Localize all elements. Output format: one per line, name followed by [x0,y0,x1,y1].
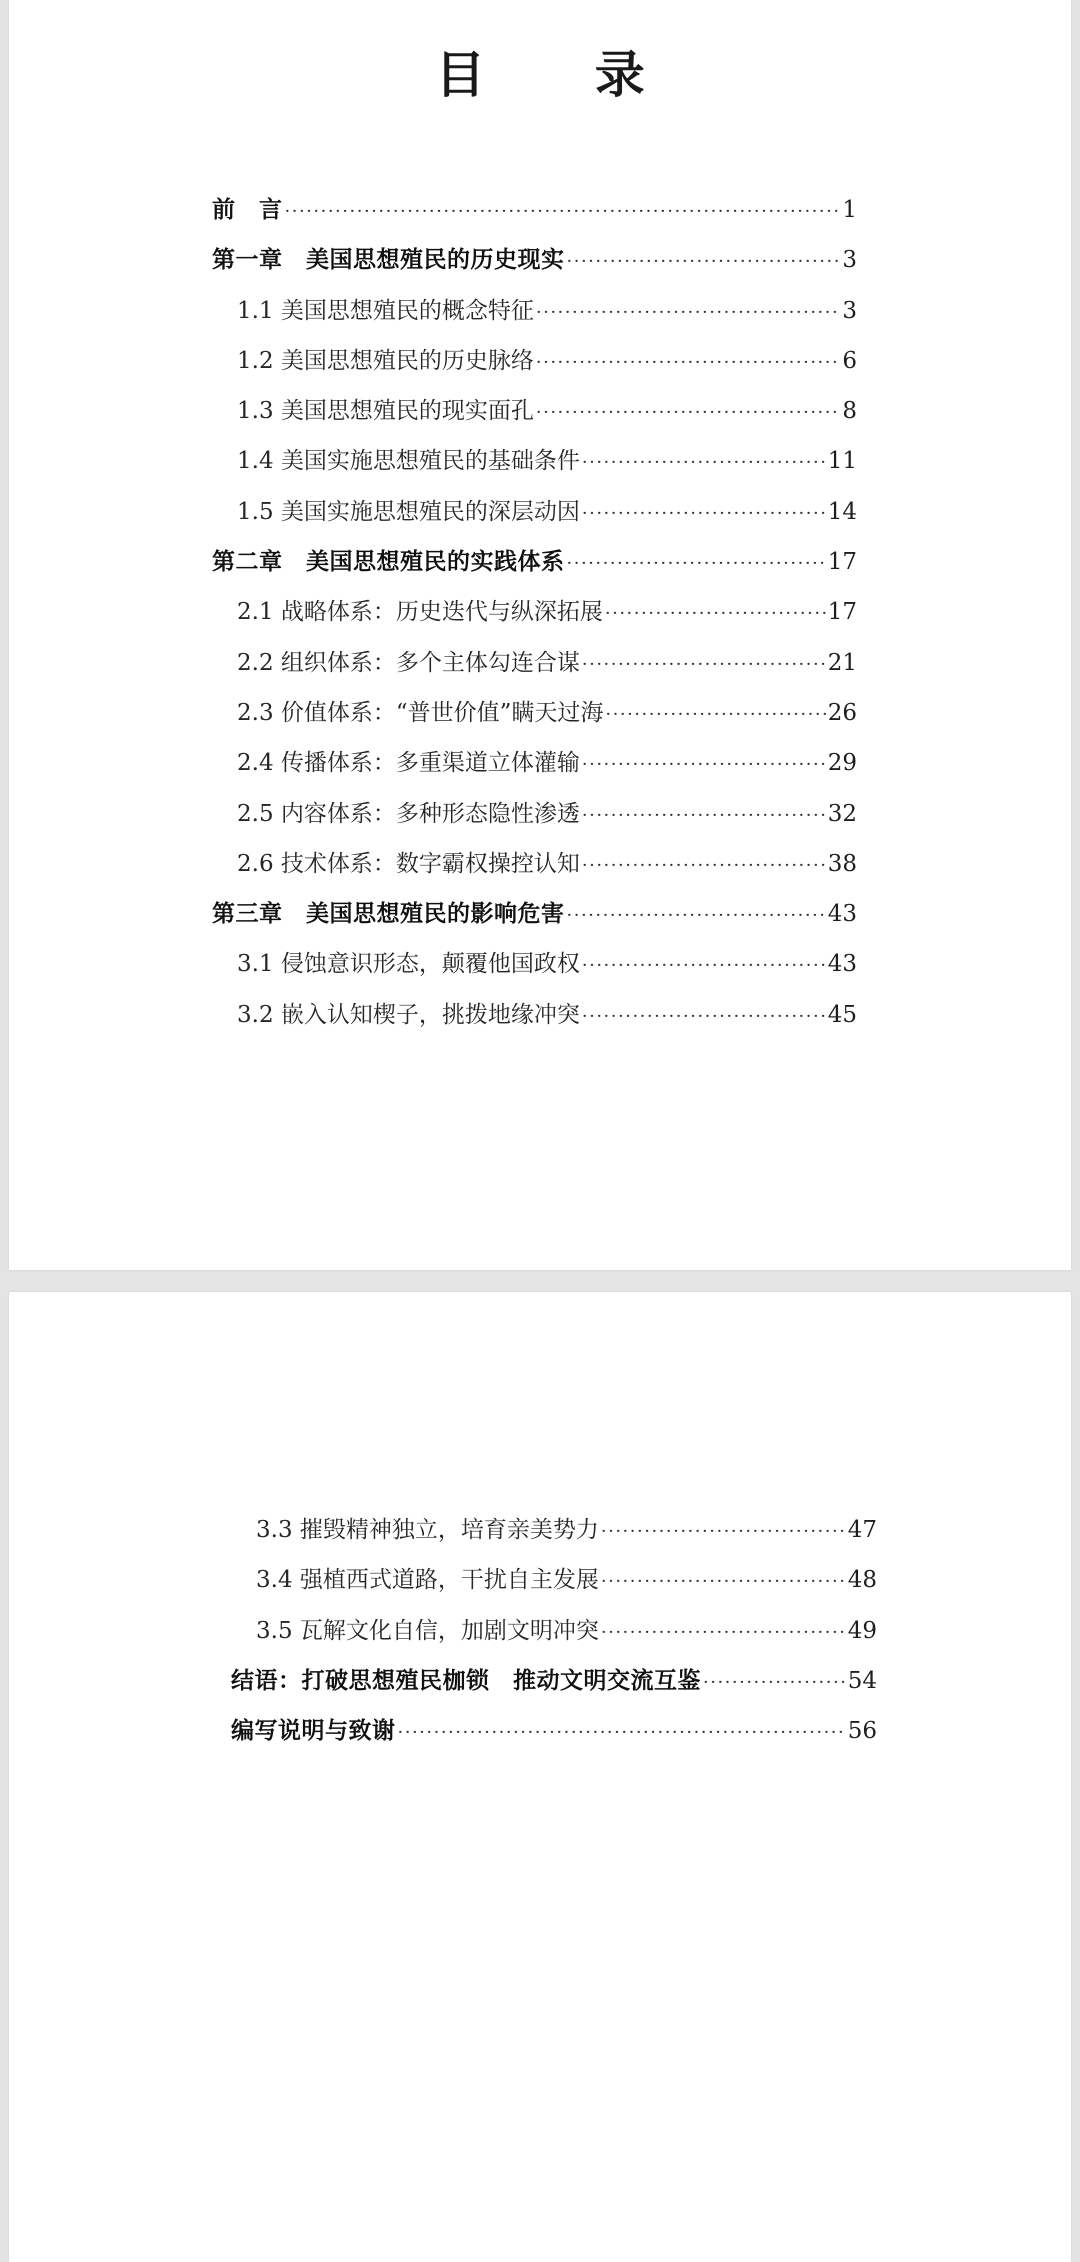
toc-entry[interactable] [212,386,857,436]
dot-leader [605,589,826,639]
toc-entry[interactable] [231,1555,877,1605]
toc-entry-label: 编写说明与致谢 [231,1717,396,1745]
toc-page-number: 56 [847,1718,877,1745]
toc-page-number: 48 [847,1567,877,1594]
dot-leader [536,338,840,388]
dot-leader [582,740,826,790]
toc-page-number: 47 [847,1517,877,1543]
toc-page-number: 17 [827,599,857,626]
toc-entry-label: 1.2 美国思想殖民的历史脉络 [237,347,534,374]
toc-entry-label: 结语：打破思想殖民枷锁 推动文明交流互鉴 [231,1666,701,1694]
toc-list [212,185,857,1040]
toc-page-number: 49 [847,1617,877,1644]
toc-entry[interactable] [212,487,857,537]
toc-entry-label: 2.2 组织体系：多个主体勾连合谋 [237,649,580,676]
toc-entry[interactable] [231,1505,877,1555]
toc-page-number: 1 [842,197,857,223]
toc-page-number: 43 [827,951,857,978]
toc-entry[interactable] [212,587,857,637]
toc-entry-label: 2.6 技术体系：数字霸权操控认知 [237,850,580,877]
toc-entry-label: 2.1 战略体系：历史迭代与纵深拓展 [237,599,603,626]
toc-entry-label: 2.4 传播体系：多重渠道立体灌输 [237,750,580,777]
toc-entry[interactable] [231,1656,877,1706]
toc-entry[interactable] [212,889,857,939]
toc-entry[interactable] [212,235,857,285]
dot-leader [536,288,840,338]
toc-entry[interactable] [212,789,857,839]
toc-page-number: 3 [842,247,857,274]
toc-entry[interactable] [231,1606,877,1656]
dot-leader [582,438,826,488]
toc-entry-label: 第三章 美国思想殖民的影响危害 [212,900,565,928]
toc-entry-label: 3.5 瓦解文化自信，加剧文明冲突 [256,1617,599,1644]
dot-leader [582,992,826,1042]
toc-entry[interactable] [212,688,857,738]
toc-entry-label: 前 言 [212,196,283,223]
toc-page-number: 11 [827,448,857,475]
toc-entry-label: 1.3 美国思想殖民的现实面孔 [237,398,534,425]
toc-page-number: 26 [827,699,857,726]
dot-leader [582,640,826,690]
toc-page-number: 8 [842,398,857,425]
document-page-1 [9,0,1071,1270]
toc-page-number: 6 [842,347,857,374]
toc-entry-label: 1.5 美国实施思想殖民的深层动因 [237,498,580,525]
toc-page-number: 45 [827,1001,857,1028]
dot-leader [285,187,841,237]
dot-leader [601,1608,846,1658]
toc-page-number: 43 [827,901,857,928]
dot-leader [582,941,826,991]
dot-leader [601,1507,846,1557]
dot-leader [567,539,826,589]
toc-page-number: 29 [827,750,857,777]
toc-page-number: 54 [847,1667,877,1694]
dot-leader [536,388,840,438]
toc-entry[interactable] [212,738,857,788]
toc-entry-label: 3.3 摧毁精神独立，培育亲美势力 [256,1517,599,1543]
dot-leader [567,237,841,287]
toc-entry[interactable] [212,185,857,235]
toc-page-number: 32 [827,800,857,827]
toc-entry[interactable] [212,939,857,989]
toc-entry-label: 2.3 价值体系：“普世价值”瞒天过海 [237,699,604,726]
toc-entry[interactable] [212,537,857,587]
dot-leader [582,489,826,539]
toc-entry-label: 1.4 美国实施思想殖民的基础条件 [237,448,580,475]
toc-title: 目 录 [435,45,691,104]
toc-entry-label: 第二章 美国思想殖民的实践体系 [212,548,565,576]
toc-page-number: 38 [827,850,857,877]
toc-entry[interactable] [212,839,857,889]
toc-entry-label: 3.4 强植西式道路，干扰自主发展 [256,1567,599,1594]
dot-leader [582,791,826,841]
dot-leader [605,690,825,740]
toc-entry[interactable] [212,336,857,386]
dot-leader [582,841,826,891]
toc-page-number: 17 [827,549,857,576]
toc-entry-label: 2.5 内容体系：多种形态隐性渗透 [237,800,580,827]
toc-entry-label: 1.1 美国思想殖民的概念特征 [237,297,534,324]
document-page-2 [9,1292,1071,2262]
dot-leader [703,1658,846,1708]
toc-entry-label: 3.2 嵌入认知楔子，挑拨地缘冲突 [237,1001,580,1028]
toc-entry[interactable] [212,990,857,1040]
toc-page-number: 21 [827,649,857,676]
toc-page-number: 14 [827,498,857,525]
toc-list [231,1505,877,1756]
toc-entry-label: 3.1 侵蚀意识形态，颠覆他国政权 [237,951,580,978]
toc-entry[interactable] [212,286,857,336]
toc-entry[interactable] [231,1706,877,1756]
dot-leader [398,1708,846,1758]
toc-entry-label: 第一章 美国思想殖民的历史现实 [212,246,565,274]
dot-leader [567,891,826,941]
toc-entry[interactable] [212,436,857,486]
toc-entry[interactable] [212,638,857,688]
dot-leader [601,1557,846,1607]
toc-page-number: 3 [842,297,857,324]
